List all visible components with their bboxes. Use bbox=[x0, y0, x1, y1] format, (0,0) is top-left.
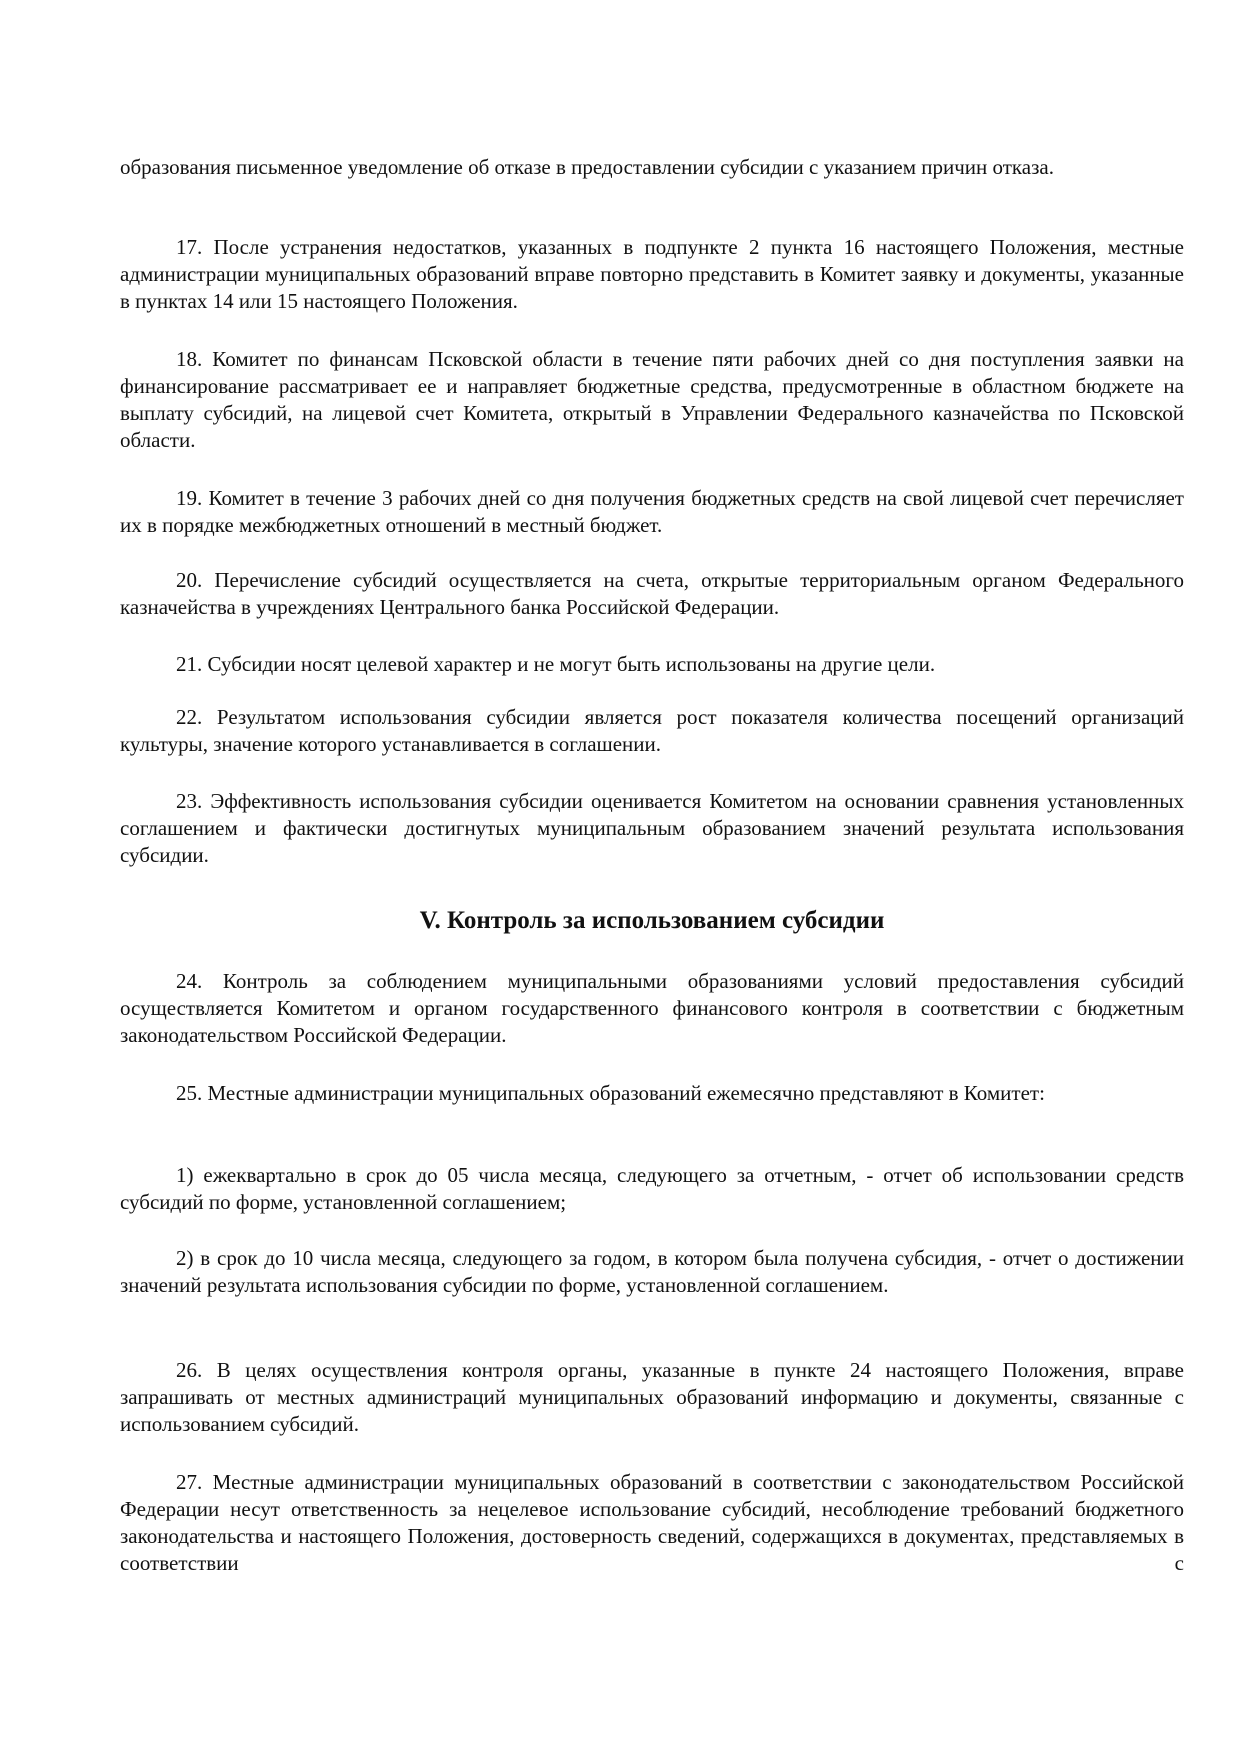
paragraph-26: 26. В целях осуществления контроля органы, указанные в пункте 24 настоящего Положения, вправе запрашивать от местных администраций муниципальных образований информацию и документы, связанные с использованием субсидий. bbox=[120, 1358, 1184, 1436]
paragraph-23: 23. Эффективность использования субсидии оценивается Комитетом на основании сравнения установленных соглашением и фактически достигнутых муниципальным образованием значений результата использования субсидии. bbox=[120, 789, 1184, 867]
paragraph-25-item-2: 2) в срок до 10 числа месяца, следующего за годом, в котором была получена субсидия, - отчет о достижении значений результата использования субсидии по форме, установленной соглашением. bbox=[120, 1246, 1184, 1297]
paragraph-18: 18. Комитет по финансам Псковской области в течение пяти рабочих дней со дня поступления заявки на финансирование рассматривает ее и направляет бюджетные средства, предусмотренные в областном бюджете на выплату субсидий, на лицевой счет Комитета, открытый в Управлении Федерального казначейства по Псковской области. bbox=[120, 347, 1184, 452]
paragraph-19: 19. Комитет в течение 3 рабочих дней со дня получения бюджетных средств на свой лицевой счет перечисляет их в порядке межбюджетных отношений в местный бюджет. bbox=[120, 486, 1184, 537]
paragraph-17: 17. После устранения недостатков, указанных в подпункте 2 пункта 16 настоящего Положения, местные администрации муниципальных образований вправе повторно представить в Комитет заявку и документы, указанные в пунктах 14 или 15 настоящего Положения. bbox=[120, 235, 1184, 313]
paragraph-25-item-1: 1) ежеквартально в срок до 05 числа месяца, следующего за отчетным, - отчет об использовании средств субсидий по форме, установленной соглашением; bbox=[120, 1163, 1184, 1214]
paragraph-22: 22. Результатом использования субсидии является рост показателя количества посещений организаций культуры, значение которого устанавливается в соглашении. bbox=[120, 705, 1184, 756]
paragraph-24: 24. Контроль за соблюдением муниципальными образованиями условий предоставления субсидий осуществляется Комитетом и органом государственного финансового контроля в соответствии с бюджетным законодательством Российской Федерации. bbox=[120, 969, 1184, 1047]
section-heading: V. Контроль за использованием субсидии bbox=[419, 907, 885, 934]
paragraph-20: 20. Перечисление субсидий осуществляется на счета, открытые территориальным органом Федерального казначейства в учреждениях Центрального банка Российской Федерации. bbox=[120, 568, 1184, 619]
paragraph-21: 21. Субсидии носят целевой характер и не могут быть использованы на другие цели. bbox=[176, 652, 936, 676]
paragraph-27: 27. Местные администрации муниципальных образований в соответствии с законодательством Российской Федерации несут ответственность за нецелевое использование субсидий, несоблюдение требований бюджетного законодательства и настоящего Положения, достоверность сведений, содержащихся в документах, представляемых в соответствии с bbox=[120, 1470, 1184, 1575]
paragraph-16-continuation: образования письменное уведомление об отказе в предоставлении субсидии с указанием причин отказа. bbox=[120, 155, 1054, 179]
paragraph-25: 25. Местные администрации муниципальных образований ежемесячно представляют в Комитет: bbox=[176, 1081, 1045, 1105]
